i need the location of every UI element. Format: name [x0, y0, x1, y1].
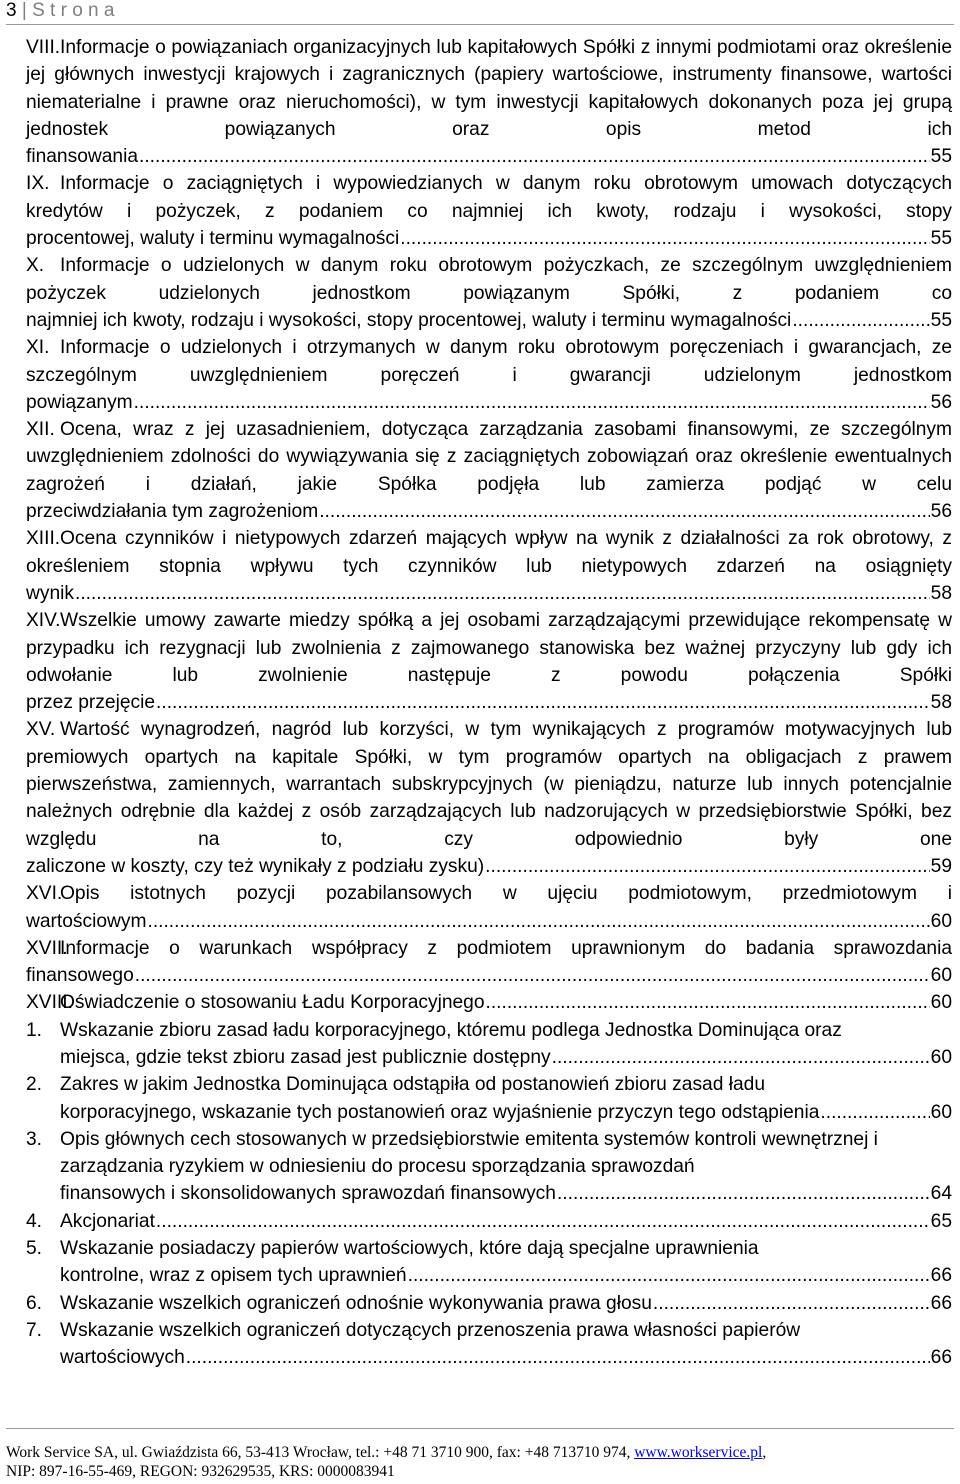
page-reference: 60 — [930, 965, 952, 987]
toc-entry[interactable] — [26, 935, 952, 990]
page-reference: 58 — [930, 692, 952, 714]
entry-text-end: zaliczone w koszty, czy też wynikały z podziału zysku) — [26, 855, 485, 877]
page-reference: 56 — [930, 501, 952, 523]
subsection-entry[interactable] — [26, 1290, 952, 1317]
dot-leader — [186, 1344, 930, 1371]
dot-leader — [139, 143, 930, 170]
toc-entry[interactable] — [26, 607, 952, 716]
page-number: 3 — [6, 0, 17, 21]
dot-leader — [156, 689, 930, 716]
entry-number: 5. — [26, 1238, 43, 1260]
subsection-entry[interactable] — [26, 1317, 952, 1372]
entry-last-line — [60, 1344, 952, 1371]
dot-leader — [156, 1208, 930, 1235]
page-reference: 55 — [930, 228, 952, 250]
entry-last-line — [60, 1290, 952, 1317]
entry-text-end: miejsca, gdzie tekst zbioru zasad jest publicznie dostępny — [60, 1046, 551, 1068]
entry-text-end: finansowania — [26, 146, 139, 168]
page-reference: 60 — [930, 1046, 952, 1068]
toc-entry[interactable] — [26, 716, 952, 880]
page-header — [6, 0, 954, 25]
entry-text-end: Oświadczenie o stosowaniu Ładu Korporacyjnego — [60, 992, 485, 1014]
footer-line-2: NIP: 897-16-55-469, REGON: 932629535, KRS: 0000083941 — [6, 1463, 395, 1480]
entry-last-line — [60, 1262, 952, 1289]
entry-text: Wskazanie posiadaczy papierów wartościowych, które dają specjalne uprawnienia — [60, 1238, 759, 1260]
footer-address: Work Service SA, ul. Gwiaździsta 66, 53-413 Wrocław, tel.: +48 71 3710 900, fax: +48 713710 974, — [6, 1444, 635, 1461]
toc-entry[interactable] — [26, 880, 952, 935]
toc-entry[interactable] — [26, 170, 952, 252]
dot-leader — [653, 1290, 930, 1317]
entry-last-line — [26, 580, 952, 607]
entry-text-end: finansowych i skonsolidowanych sprawozdań finansowych — [60, 1183, 556, 1205]
toc-entry[interactable] — [26, 34, 952, 170]
entry-number: 2. — [26, 1074, 43, 1096]
entry-text-end: korporacyjnego, wskazanie tych postanowień oraz wyjaśnienie przyczyn tego odstąpienia — [60, 1101, 820, 1123]
entry-number: 3. — [26, 1128, 43, 1150]
footer-line-1 — [6, 1443, 954, 1462]
subsection-entry[interactable] — [26, 1071, 952, 1126]
page-reference: 65 — [930, 1210, 952, 1232]
entry-text: Informacje o udzielonych i otrzymanych w danym roku obrotowym poręczeniach i gwarancjach, ze szczególnym uwzględnieniem poręczeń i gwarancji udzielonym jednostkom — [26, 337, 952, 386]
subsection-entry[interactable] — [26, 1017, 952, 1072]
entry-number: XI. — [26, 337, 50, 359]
entry-text-end: przez przejęcie — [26, 692, 156, 714]
entry-text-end: wartościowych — [60, 1347, 185, 1369]
entry-number: XVII. — [26, 937, 68, 959]
entry-number: VIII. — [26, 37, 61, 58]
dot-leader — [552, 1044, 930, 1071]
dot-leader — [319, 498, 929, 525]
entry-last-line — [26, 498, 952, 525]
page-label: S t r o n a — [32, 0, 115, 21]
entry-text-end: Wskazanie wszelkich ograniczeń odnośnie wykonywania prawa głosu — [60, 1292, 652, 1314]
entry-text-end: finansowego — [26, 965, 134, 987]
entry-text: Opis głównych cech stosowanych w przedsiębiorstwie emitenta systemów kontroli wewnętrznej i zarządzania ryzykiem w odniesieniu do procesu sporządzania sprawozdań — [60, 1128, 878, 1178]
toc-entry[interactable] — [26, 252, 952, 334]
toc-entry[interactable] — [26, 989, 952, 1016]
entry-number: XIV. — [26, 610, 61, 632]
dot-leader — [486, 989, 930, 1016]
entry-text: Ocena czynników i nietypowych zdarzeń mających wpływ na wynik z działalności za rok obrotowy, z określeniem stopnia wpływu tych czynników lub nietypowych zdarzeń na osiągnięty — [26, 528, 952, 577]
dot-leader — [134, 389, 930, 416]
dot-leader — [557, 1180, 930, 1207]
dot-leader — [485, 853, 929, 880]
entry-number: XV. — [26, 719, 56, 741]
dot-leader — [400, 225, 929, 252]
entry-text: Wskazanie wszelkich ograniczeń dotyczących przenoszenia prawa własności papierów — [60, 1319, 801, 1341]
subsection-entry[interactable] — [26, 1235, 952, 1290]
entry-last-line — [60, 1044, 952, 1071]
entry-last-line — [60, 1180, 952, 1207]
entry-text-end: powiązanym — [26, 391, 133, 413]
entry-text-end: Akcjonariat — [60, 1210, 155, 1232]
page-reference: 66 — [930, 1347, 952, 1369]
header-separator: | — [16, 0, 33, 21]
page-reference: 64 — [930, 1183, 952, 1205]
page-reference: 59 — [930, 855, 952, 877]
dot-leader — [147, 908, 929, 935]
page-reference: 66 — [930, 1292, 952, 1314]
entry-text: Wskazanie zbioru zasad ładu korporacyjnego, któremu podlega Jednostka Dominująca oraz — [60, 1019, 842, 1041]
table-of-contents — [26, 34, 952, 1372]
entry-text-end: najmniej ich kwoty, rodzaju i wysokości, stopy procentowej, waluty i terminu wymagalności — [26, 309, 792, 331]
entry-text: Zakres w jakim Jednostka Dominująca odstąpiła od postanowień zbioru zasad ładu — [60, 1074, 765, 1096]
subsection-entry[interactable] — [26, 1208, 952, 1235]
entry-number: XVI. — [26, 883, 63, 905]
footer-comma: , — [762, 1444, 767, 1461]
entry-text: Opis istotnych pozycji pozabilansowych w ujęciu podmiotowym, przedmiotowym i — [60, 883, 952, 905]
entry-last-line — [26, 989, 952, 1016]
entry-text-end: kontrolne, wraz z opisem tych uprawnień — [60, 1265, 407, 1287]
toc-entry[interactable] — [26, 416, 952, 525]
entry-number: XIII. — [26, 528, 61, 550]
entry-last-line — [26, 143, 952, 170]
entry-text: Informacje o powiązaniach organizacyjnych lub kapitałowych Spółki z innymi podmiotami oraz określenie jej głównych inwestycji krajowych i zagranicznych (papiery wartościowe, instrumenty finansowe, wartości niematerialne i prawne oraz nieruchomości), w tym inwestycji kapitałowych dokonanych poza jej grupą jednostek powiązanych oraz opis metod ich — [26, 37, 952, 140]
entry-last-line — [26, 389, 952, 416]
page-footer — [6, 1428, 954, 1481]
dot-leader — [135, 962, 930, 989]
entry-last-line — [60, 1208, 952, 1235]
entry-number: X. — [26, 255, 45, 277]
dot-leader — [408, 1262, 930, 1289]
page-reference: 58 — [930, 582, 952, 604]
entry-last-line — [26, 853, 952, 880]
entry-text: Wartość wynagrodzeń, nagród lub korzyści, w tym wynikających z programów motywacyjnych lub premiowych opartych na kapitale Spółki, w tym programów opartych na obligacjach z prawem pierwszeństwa, zamiennych, warrantach subskrypcyjnych (w pieniądzu, naturze lub innych potencjalnie należnych odrębnie dla każdej z osób zarządzających lub nadzorujących w przedsiębiorstwie Spółki, bez względu na to, czy odpowiednio były one — [26, 719, 952, 850]
entry-text-end: przeciwdziałania tym zagrożeniom — [26, 501, 319, 523]
dot-leader — [75, 580, 930, 607]
entry-text-end: procentowej, waluty i terminu wymagalności — [26, 228, 400, 250]
dot-leader — [820, 1099, 929, 1126]
entry-text: Wszelkie umowy zawarte miedzy spółką a jej osobami zarządzającymi przewidujące rekompensatę w przypadku ich rezygnacji lub zwolnienia z zajmowanego stanowiska bez ważnej przyczyny lub gdy ich odwołanie lub zwolnienie następuje z powodu połączenia Spółki — [26, 610, 952, 686]
entry-last-line — [26, 225, 952, 252]
entry-last-line — [60, 1099, 952, 1126]
entry-last-line — [26, 689, 952, 716]
page-reference: 60 — [930, 910, 952, 932]
page-reference: 66 — [930, 1265, 952, 1287]
entry-text-end: wynik — [26, 582, 74, 604]
page-reference: 56 — [930, 391, 952, 413]
entry-number: XII. — [26, 419, 55, 441]
page-reference: 60 — [930, 1101, 952, 1123]
entry-number: 4. — [26, 1210, 43, 1232]
entry-text: Informacje o udzielonych w danym roku obrotowym pożyczkach, ze szczególnym uwzględnieniem pożyczek udzielonych jednostkom powiązanym Spółki, z podaniem co — [26, 255, 952, 304]
entry-last-line — [26, 307, 952, 334]
entry-number: 1. — [26, 1019, 43, 1041]
entry-number: XVIII. — [26, 992, 73, 1014]
entry-number: 7. — [26, 1319, 43, 1341]
page-reference: 55 — [930, 146, 952, 168]
entry-number: IX. — [26, 173, 50, 195]
toc-entry[interactable] — [26, 525, 952, 607]
dot-leader — [792, 307, 929, 334]
entry-last-line — [26, 962, 952, 989]
toc-entry[interactable] — [26, 334, 952, 416]
entry-text: Informacje o zaciągniętych i wypowiedzianych w danym roku obrotowym umowach dotyczących kredytów i pożyczek, z podaniem co najmniej ich kwoty, rodzaju i wysokości, stopy — [26, 173, 952, 222]
entry-last-line — [26, 908, 952, 935]
entry-number: 6. — [26, 1292, 43, 1314]
page-reference: 60 — [930, 992, 952, 1014]
entry-text: Ocena, wraz z jej uzasadnieniem, dotycząca zarządzania zasobami finansowymi, ze szczególnym uwzględnieniem zdolności do wywiązywania się z zaciągniętych zobowiązań oraz określenie ewentualnych zagrożeń i działań, jakie Spółka podjęła lub zamierza podjąć w celu — [26, 419, 952, 495]
page-reference: 55 — [930, 309, 952, 331]
subsection-entry[interactable] — [26, 1126, 952, 1208]
footer-website-link[interactable]: www.workservice.pl — [634, 1444, 763, 1461]
entry-text: Informacje o warunkach współpracy z podmiotem uprawnionym do badania sprawozdania — [60, 937, 952, 959]
entry-text-end: wartościowym — [26, 910, 147, 932]
